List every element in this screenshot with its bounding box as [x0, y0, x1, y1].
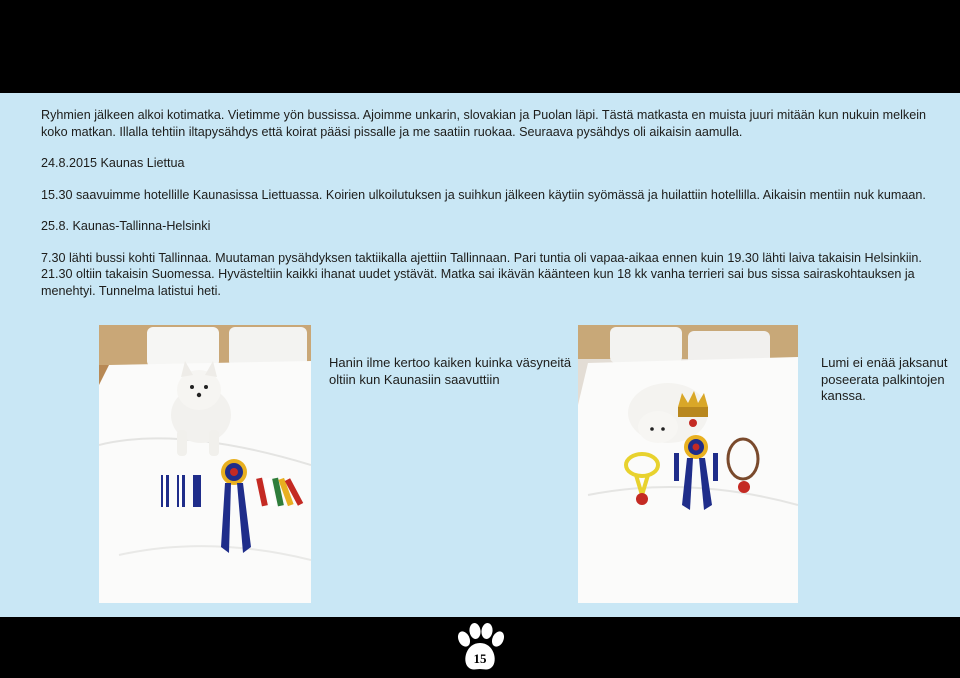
caption-photo-1: Hanin ilme kertoo kaiken kuinka väsyneitä oltiin kun Kaunasiin saavuttiin: [329, 355, 572, 387]
paragraph-kaunas: 15.30 saavuimme hotellille Kaunasissa Liettuassa. Koirien ulkoilutuksen ja suihkun jälkeen käytiin syömässä ja huilattiin hotellilla. Aikaisin mentiin nuk kumaan.: [41, 187, 926, 202]
body-text: [41, 107, 946, 314]
page-number: 15: [473, 651, 487, 666]
page-content: [0, 93, 960, 617]
heading-kaunas: 24.8.2015 Kaunas Liettua: [41, 156, 185, 170]
photo-dog-with-ribbons: [99, 325, 311, 603]
photo-dog-with-trophies: [578, 325, 798, 603]
bottom-black-band: [0, 617, 960, 675]
paw-print-icon: [452, 623, 508, 673]
top-black-band: [0, 0, 960, 93]
paragraph-tallinna: 7.30 lähti bussi kohti Tallinnaa. Muutaman pysähdyksen taktiikalla ajettiin Tallinnaan. Pari tuntia oli vapaa-aikaa ennen kuin 19.30 lähti laiva takaisin Helsinkiin. 21.30 oltiin takaisin Suomessa. Hyvästeltiin kaikki ihanat uudet ystävät. Matka sai ikävän käänteen kun 18 kk vanha terrieri sai bus sissa sairaskohtauksen ja menehtyi. Tunnelma latistui heti.: [41, 250, 922, 298]
caption-photo-2: Lumi ei enää jaksanut poseerata palkintojen kanssa.: [821, 355, 948, 403]
paragraph-return-trip: Ryhmien jälkeen alkoi kotimatka. Vietimme yön bussissa. Ajoimme unkarin, slovakian ja Puolan läpi. Tästä matkasta en muista juuri mitään kun nukuin melkein koko matkan. Illalla tehtiin iltapysähdys että koirat pääsi pissalle ja me saatiin ruokaa. Seuraava pysähdys oli aikaisin aamulla.: [41, 108, 927, 139]
heading-kaunas-tallinna-helsinki: 25.8. Kaunas-Tallinna-Helsinki: [41, 219, 211, 233]
